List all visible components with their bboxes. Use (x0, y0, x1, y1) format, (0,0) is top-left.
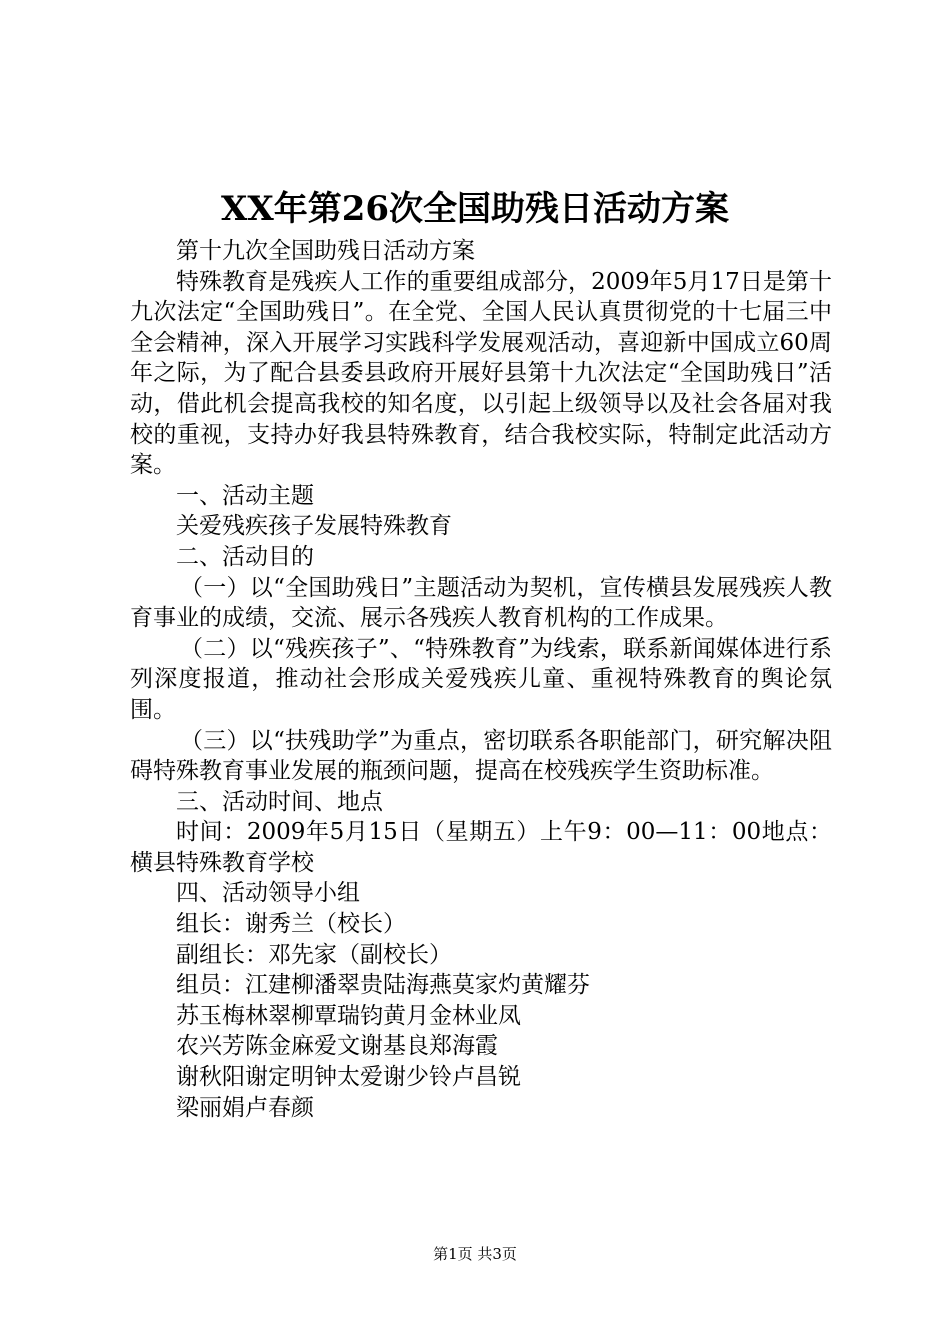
paragraph-time-place: 时间：2009年5月15日（星期五）上午9：00—11：00地点：横县特殊教育学校 (130, 819, 832, 876)
paragraph-deputy-leader: 副组长：邓先家（副校长） (176, 941, 452, 968)
paragraph-intro: 特殊教育是残疾人工作的重要组成部分，2009年5月17日是第十九次法定“全国助残日”。在全党、全国人民认真贯彻党的十七届三中全会精神，深入开展学习实践科学发展观活动，喜迎新中国成立60周年之际，为了配合县委县政府开展好县第十九次法定“全国助残日”活动，借此机会提高我校的知名度，以引起上级领导以及社会各届对我校的重视，支持办好我县特殊教育，结合我校实际，特制定此活动方案。 (130, 268, 832, 479)
section-heading-leadership: 四、活动领导小组 (176, 880, 360, 907)
section-heading-purpose: 二、活动目的 (176, 543, 314, 570)
paragraph-subtitle: 第十九次全国助残日活动方案 (176, 238, 475, 264)
paragraph-purpose-2: （二）以“残疾孩子”、“特殊教育”为线索，联系新闻媒体进行系列深度报道，推动社会形成关爱残疾儿童、重视特殊教育的舆论氛围。 (130, 635, 832, 723)
section-heading-time-place: 三、活动时间、地点 (176, 788, 383, 815)
paragraph-members-5: 梁丽娟卢春颜 (176, 1094, 314, 1121)
paragraph-members-4: 谢秋阳谢定明钟太爱谢少铃卢昌锐 (176, 1064, 521, 1091)
paragraph-members-3: 农兴芳陈金麻爱文谢基良郑海霞 (176, 1033, 498, 1060)
paragraph-members-2: 苏玉梅林翠柳覃瑞钧黄月金林业凤 (176, 1002, 521, 1029)
paragraph-purpose-1: （一）以“全国助残日”主题活动为契机，宣传横县发展残疾人教育事业的成绩，交流、展示各残疾人教育机构的工作成果。 (130, 574, 832, 632)
section-heading-theme: 一、活动主题 (176, 482, 314, 509)
document-body (130, 236, 832, 1123)
page-footer: 第1页 共3页 (433, 1245, 517, 1263)
paragraph-theme: 关爱残疾孩子发展特殊教育 (176, 513, 452, 540)
paragraph-purpose-3: （三）以“扶残助学”为重点，密切联系各职能部门，研究解决阻碍特殊教育事业发展的瓶颈问题，提高在校残疾学生资助标准。 (130, 727, 832, 785)
paragraph-leader: 组长：谢秀兰（校长） (176, 911, 406, 938)
paragraph-members-1: 组员：江建柳潘翠贵陆海燕莫家灼黄耀芬 (176, 972, 590, 999)
document-title: XX年第26次全国助残日活动方案 (220, 189, 730, 229)
